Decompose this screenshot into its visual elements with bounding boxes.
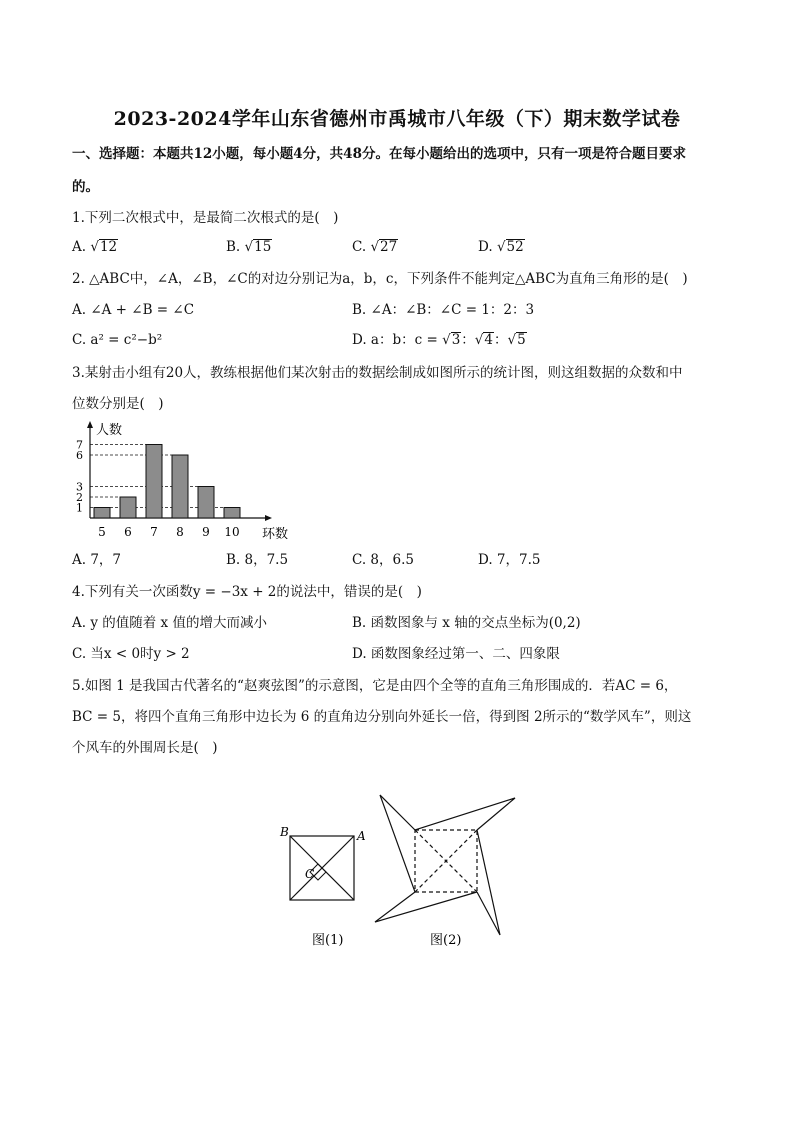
bar-10 xyxy=(224,508,240,519)
bar-7 xyxy=(146,445,162,519)
bar-5 xyxy=(94,508,110,519)
figure-2-math-windmill xyxy=(370,790,520,950)
fig2-blade-right xyxy=(477,830,500,935)
y-axis-arrow xyxy=(87,421,93,428)
q1-option-c: C. √27 xyxy=(352,239,398,255)
bar-6 xyxy=(120,497,136,518)
q1-option-b: B. √15 xyxy=(226,239,272,255)
q2-stem: 2. △ABC中，∠A，∠B，∠C的对边分别记为a，b，c，下列条件不能判定△ABC为直角三角形的是( ) xyxy=(72,271,688,287)
x-tick-label-9: 9 xyxy=(202,525,210,539)
fig2-diagonal-2 xyxy=(415,830,477,892)
q1-option-d: D. √52 xyxy=(478,239,524,255)
q4-option-d: D. 函数图象经过第一、二、四象限 xyxy=(352,646,560,662)
y-tick-label-2: 2 xyxy=(76,491,83,504)
q5-stem-line2: BC = 5，将四个直角三角形中边长为 6 的直角边分别向外延长一倍，得到图 2所示的“数学风车”，则这 xyxy=(72,709,692,725)
q3-option-d: D. 7，7.5 xyxy=(478,552,541,568)
q2-option-a: A. ∠A + ∠B = ∠C xyxy=(72,302,195,318)
x-tick-label-5: 5 xyxy=(98,525,106,539)
x-tick-label-7: 7 xyxy=(150,525,158,539)
q2-option-d: D. a：b：c = √3：√4：√5 xyxy=(352,332,526,348)
q3-option-b: B. 8，7.5 xyxy=(226,552,289,568)
q4-option-a: A. y 的值随着 x 值的增大而减小 xyxy=(72,615,267,631)
x-tick-label-10: 10 xyxy=(224,525,240,539)
q2-option-c: C. a² = c²−b² xyxy=(72,332,163,348)
fig1-label-b: B xyxy=(280,825,289,839)
section-heading-line2: 的。 xyxy=(72,179,99,195)
fig2-blade-left xyxy=(380,795,415,892)
x-axis-label: 环数 xyxy=(262,527,289,542)
fig1-label-a: A xyxy=(357,829,366,843)
q4-option-c: C. 当x < 0时y > 2 xyxy=(72,646,190,662)
fig1-label-c: C xyxy=(305,867,315,881)
q3-stem-line2: 位数分别是( ) xyxy=(72,396,164,412)
figure-1-zhao-shuang-diagram xyxy=(272,820,372,950)
page-title: 2023-2024学年山东省德州市禹城市八年级（下）期末数学试卷 xyxy=(113,108,681,130)
q5-stem-line3: 个风车的外围周长是( ) xyxy=(72,740,218,756)
fig2-blade-bottom xyxy=(375,892,477,922)
bar-9 xyxy=(198,487,214,519)
q3-option-c: C. 8，6.5 xyxy=(352,552,414,568)
y-tick-label-3: 3 xyxy=(76,480,83,494)
q2-option-b: B. ∠A：∠B：∠C = 1：2：3 xyxy=(352,302,535,318)
fig2-caption: 图(2) xyxy=(430,933,462,948)
y-tick-label-6: 6 xyxy=(76,449,83,462)
y-axis-label: 人数 xyxy=(96,423,123,438)
q1-option-a: A. √12 xyxy=(72,239,118,255)
bar-chart xyxy=(60,418,300,546)
x-axis-arrow xyxy=(265,515,272,521)
q1-stem: 1.下列二次根式中，是最简二次根式的是( ) xyxy=(72,210,339,226)
fig2-blade-top xyxy=(380,795,515,830)
y-tick-label-1: 1 xyxy=(76,501,83,515)
q4-stem: 4.下列有关一次函数y = −3x + 2的说法中，错误的是( ) xyxy=(72,584,422,600)
q3-option-a: A. 7，7 xyxy=(72,552,122,568)
x-tick-label-8: 8 xyxy=(176,525,184,539)
x-tick-label-6: 6 xyxy=(124,525,132,539)
fig1-caption: 图(1) xyxy=(312,933,344,948)
q3-stem-line1: 3.某射击小组有20人，教练根据他们某次射击的数据绘制成如图所示的统计图，则这组数据的众数和中 xyxy=(72,365,683,381)
section-heading-line1: 一、选择题：本题共12小题，每小题4分，共48分。在每小题给出的选项中，只有一项是符合题目要求 xyxy=(72,146,686,162)
y-tick-label-7: 7 xyxy=(76,438,83,452)
q5-stem-line1: 5.如图 1 是我国古代著名的“赵爽弦图”的示意图，它是由四个全等的直角三角形围成的．若AC = 6， xyxy=(72,678,678,694)
q4-option-b: B. 函数图象与 x 轴的交点坐标为(0,2) xyxy=(352,615,581,631)
bar-8 xyxy=(172,455,188,518)
